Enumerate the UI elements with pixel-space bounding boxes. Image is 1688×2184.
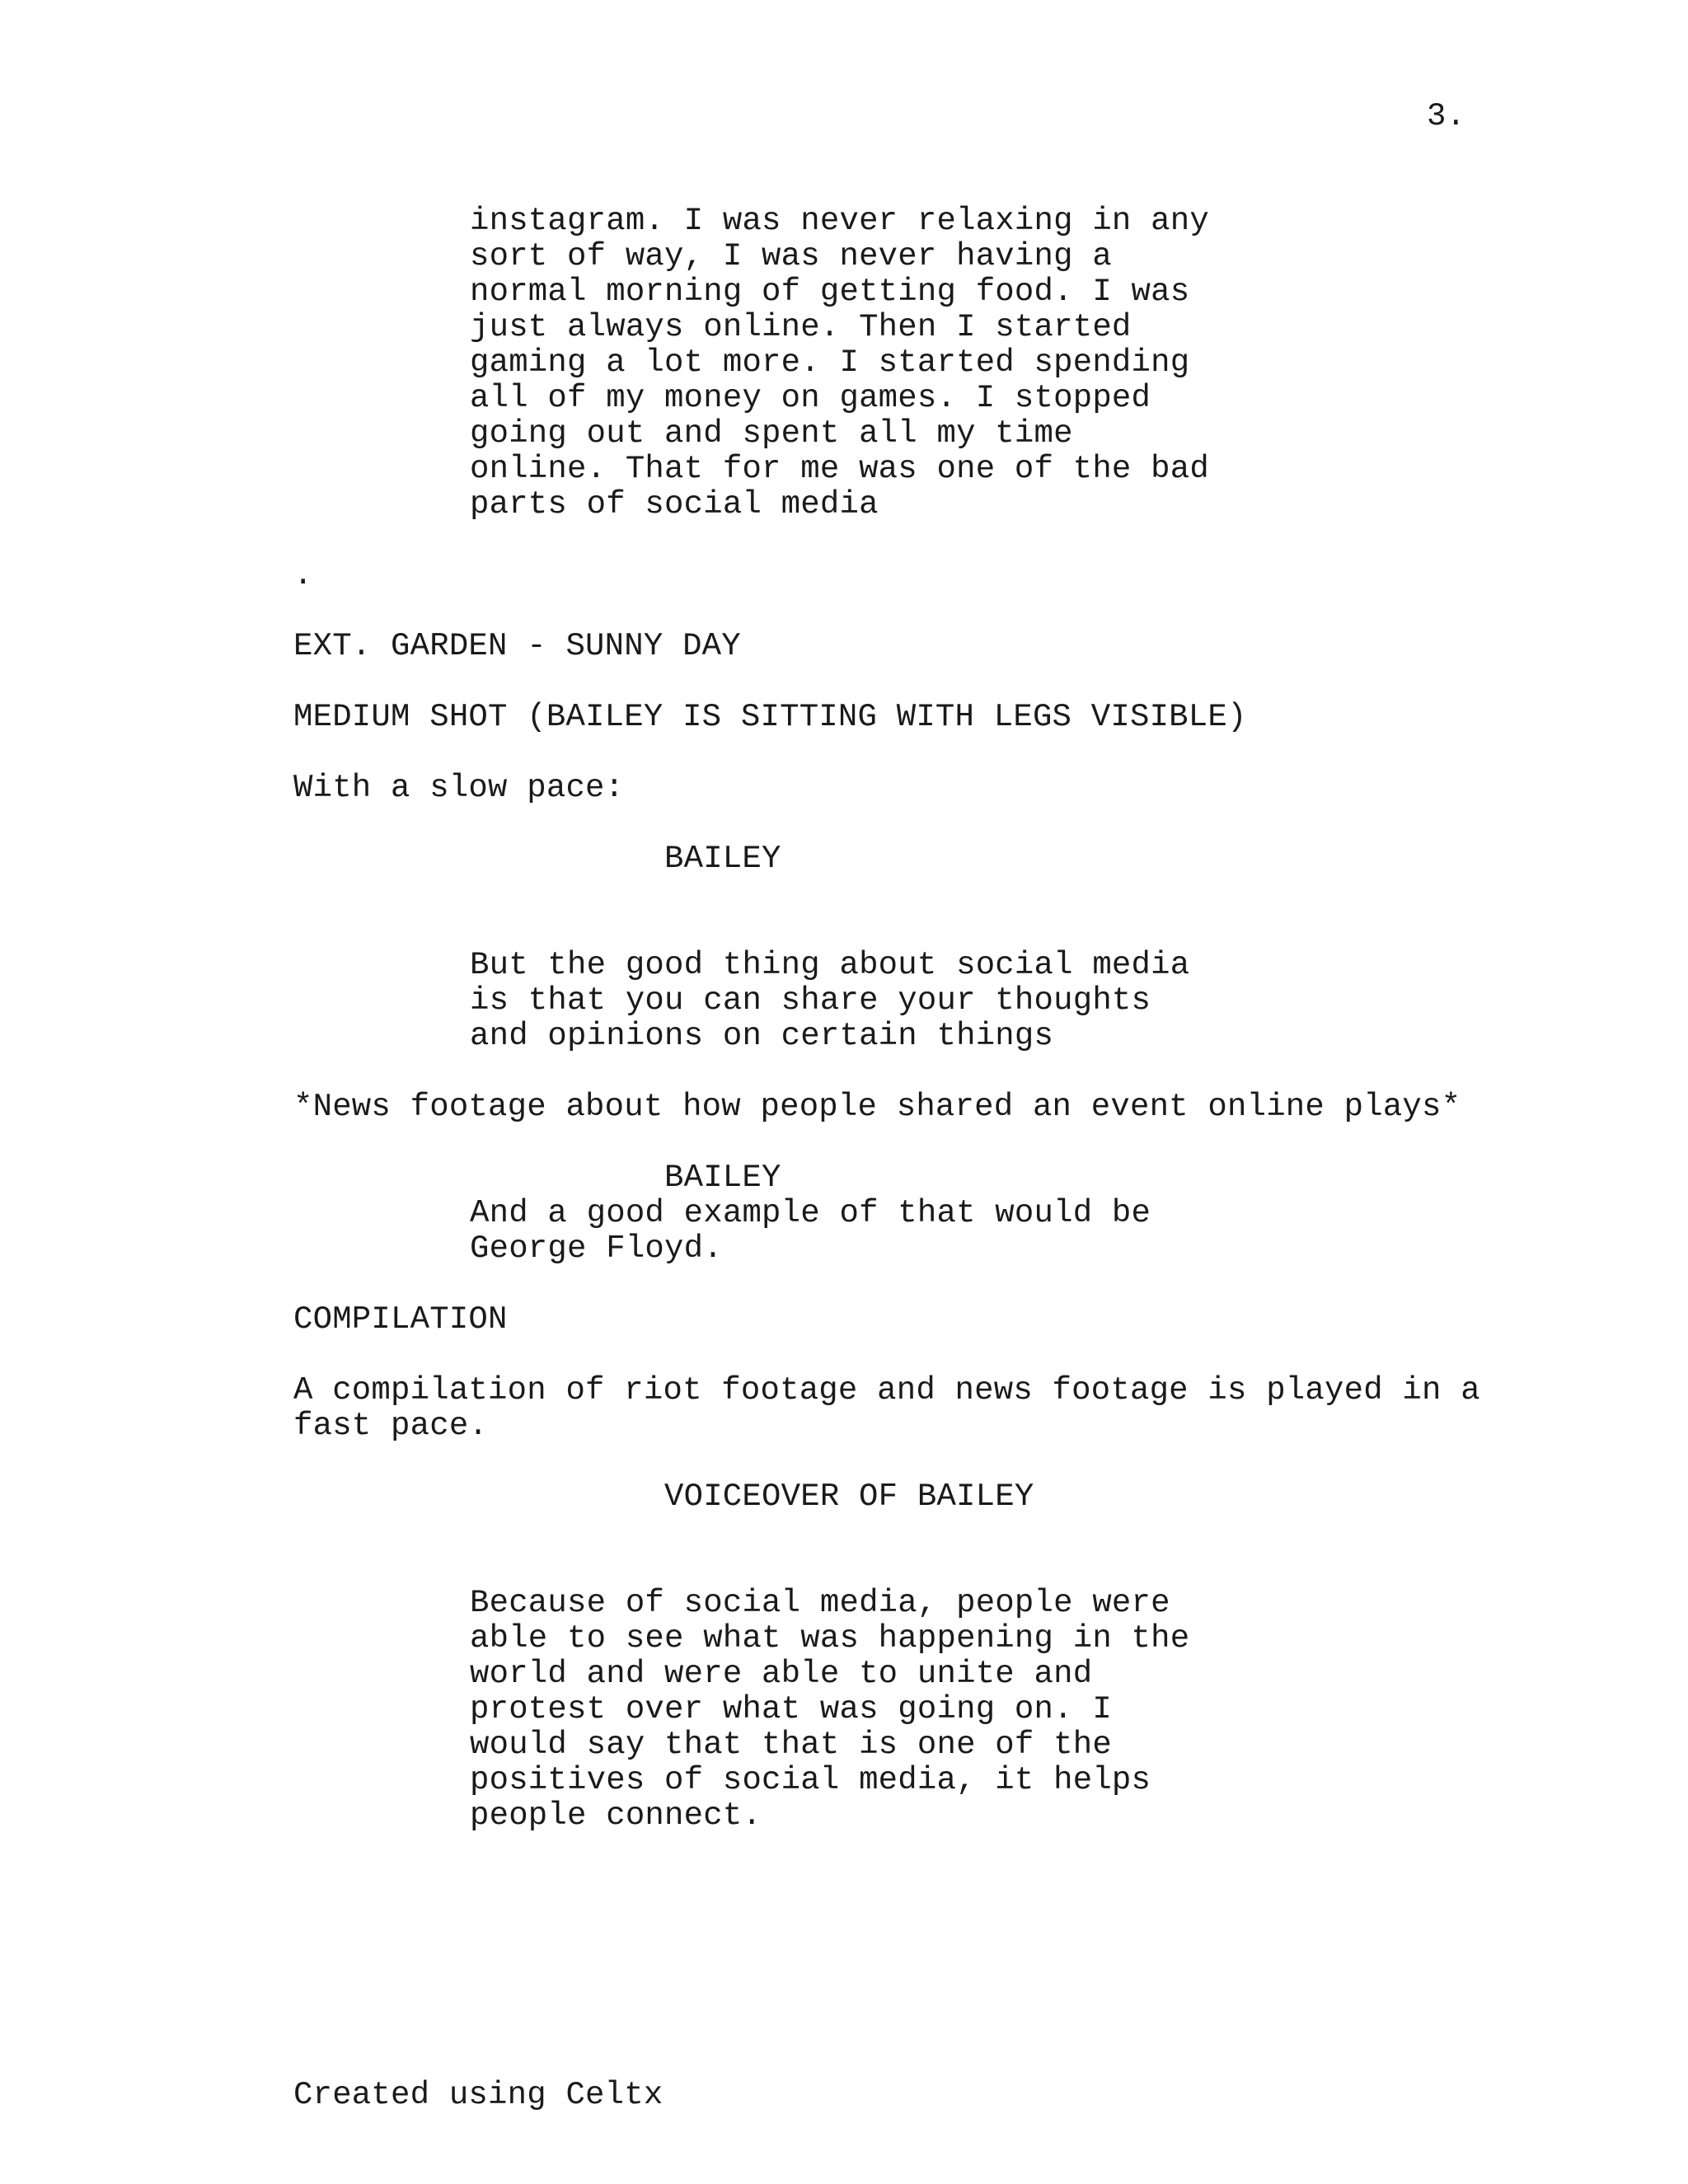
dialogue-line: online. That for me was one of the bad [470, 451, 1209, 487]
dialogue-line: all of my money on games. I stopped [470, 380, 1151, 416]
dialogue-line: normal morning of getting food. I was [470, 274, 1190, 310]
scene-heading: EXT. GARDEN - SUNNY DAY [293, 628, 741, 664]
footer-credit: Created using Celtx [293, 2077, 663, 2113]
dialogue-line: But the good thing about social media [470, 947, 1190, 983]
character-name: BAILEY [664, 841, 781, 877]
dialogue-line: and opinions on certain things [470, 1018, 1054, 1054]
dialogue-line: parts of social media [470, 486, 879, 523]
dialogue-line: sort of way, I was never having a [470, 238, 1112, 274]
character-name: BAILEY [664, 1160, 781, 1196]
shot-direction: MEDIUM SHOT (BAILEY IS SITTING WITH LEGS VISIBLE) [293, 699, 1247, 735]
stray-period: . [293, 557, 313, 593]
dialogue-line: just always online. Then I started [470, 309, 1132, 345]
dialogue-line: people connect. [470, 1797, 762, 1834]
action-line: fast pace. [293, 1408, 489, 1444]
dialogue-line: is that you can share your thoughts [470, 982, 1151, 1019]
dialogue-line: positives of social media, it helps [470, 1762, 1151, 1798]
dialogue-line: protest over what was going on. I [470, 1691, 1112, 1727]
dialogue-line: instagram. I was never relaxing in any [470, 203, 1209, 239]
character-name: VOICEOVER OF BAILEY [664, 1479, 1034, 1515]
dialogue-line: George Floyd. [470, 1230, 723, 1267]
action-line: A compilation of riot footage and news footage is played in a [293, 1372, 1480, 1408]
dialogue-line: And a good example of that would be [470, 1195, 1151, 1231]
dialogue-line: gaming a lot more. I started spending [470, 344, 1190, 381]
page-number: 3. [1427, 98, 1466, 134]
action-line: *News footage about how people shared an event online plays* [293, 1089, 1461, 1125]
scene-heading: COMPILATION [293, 1301, 508, 1338]
dialogue-line: world and were able to unite and [470, 1656, 1093, 1692]
dialogue-line: going out and spent all my time [470, 415, 1073, 452]
dialogue-line: Because of social media, people were [470, 1585, 1170, 1621]
dialogue-line: able to see what was happening in the [470, 1620, 1190, 1657]
dialogue-line: would say that that is one of the [470, 1727, 1112, 1763]
action-line: With a slow pace: [293, 770, 625, 806]
